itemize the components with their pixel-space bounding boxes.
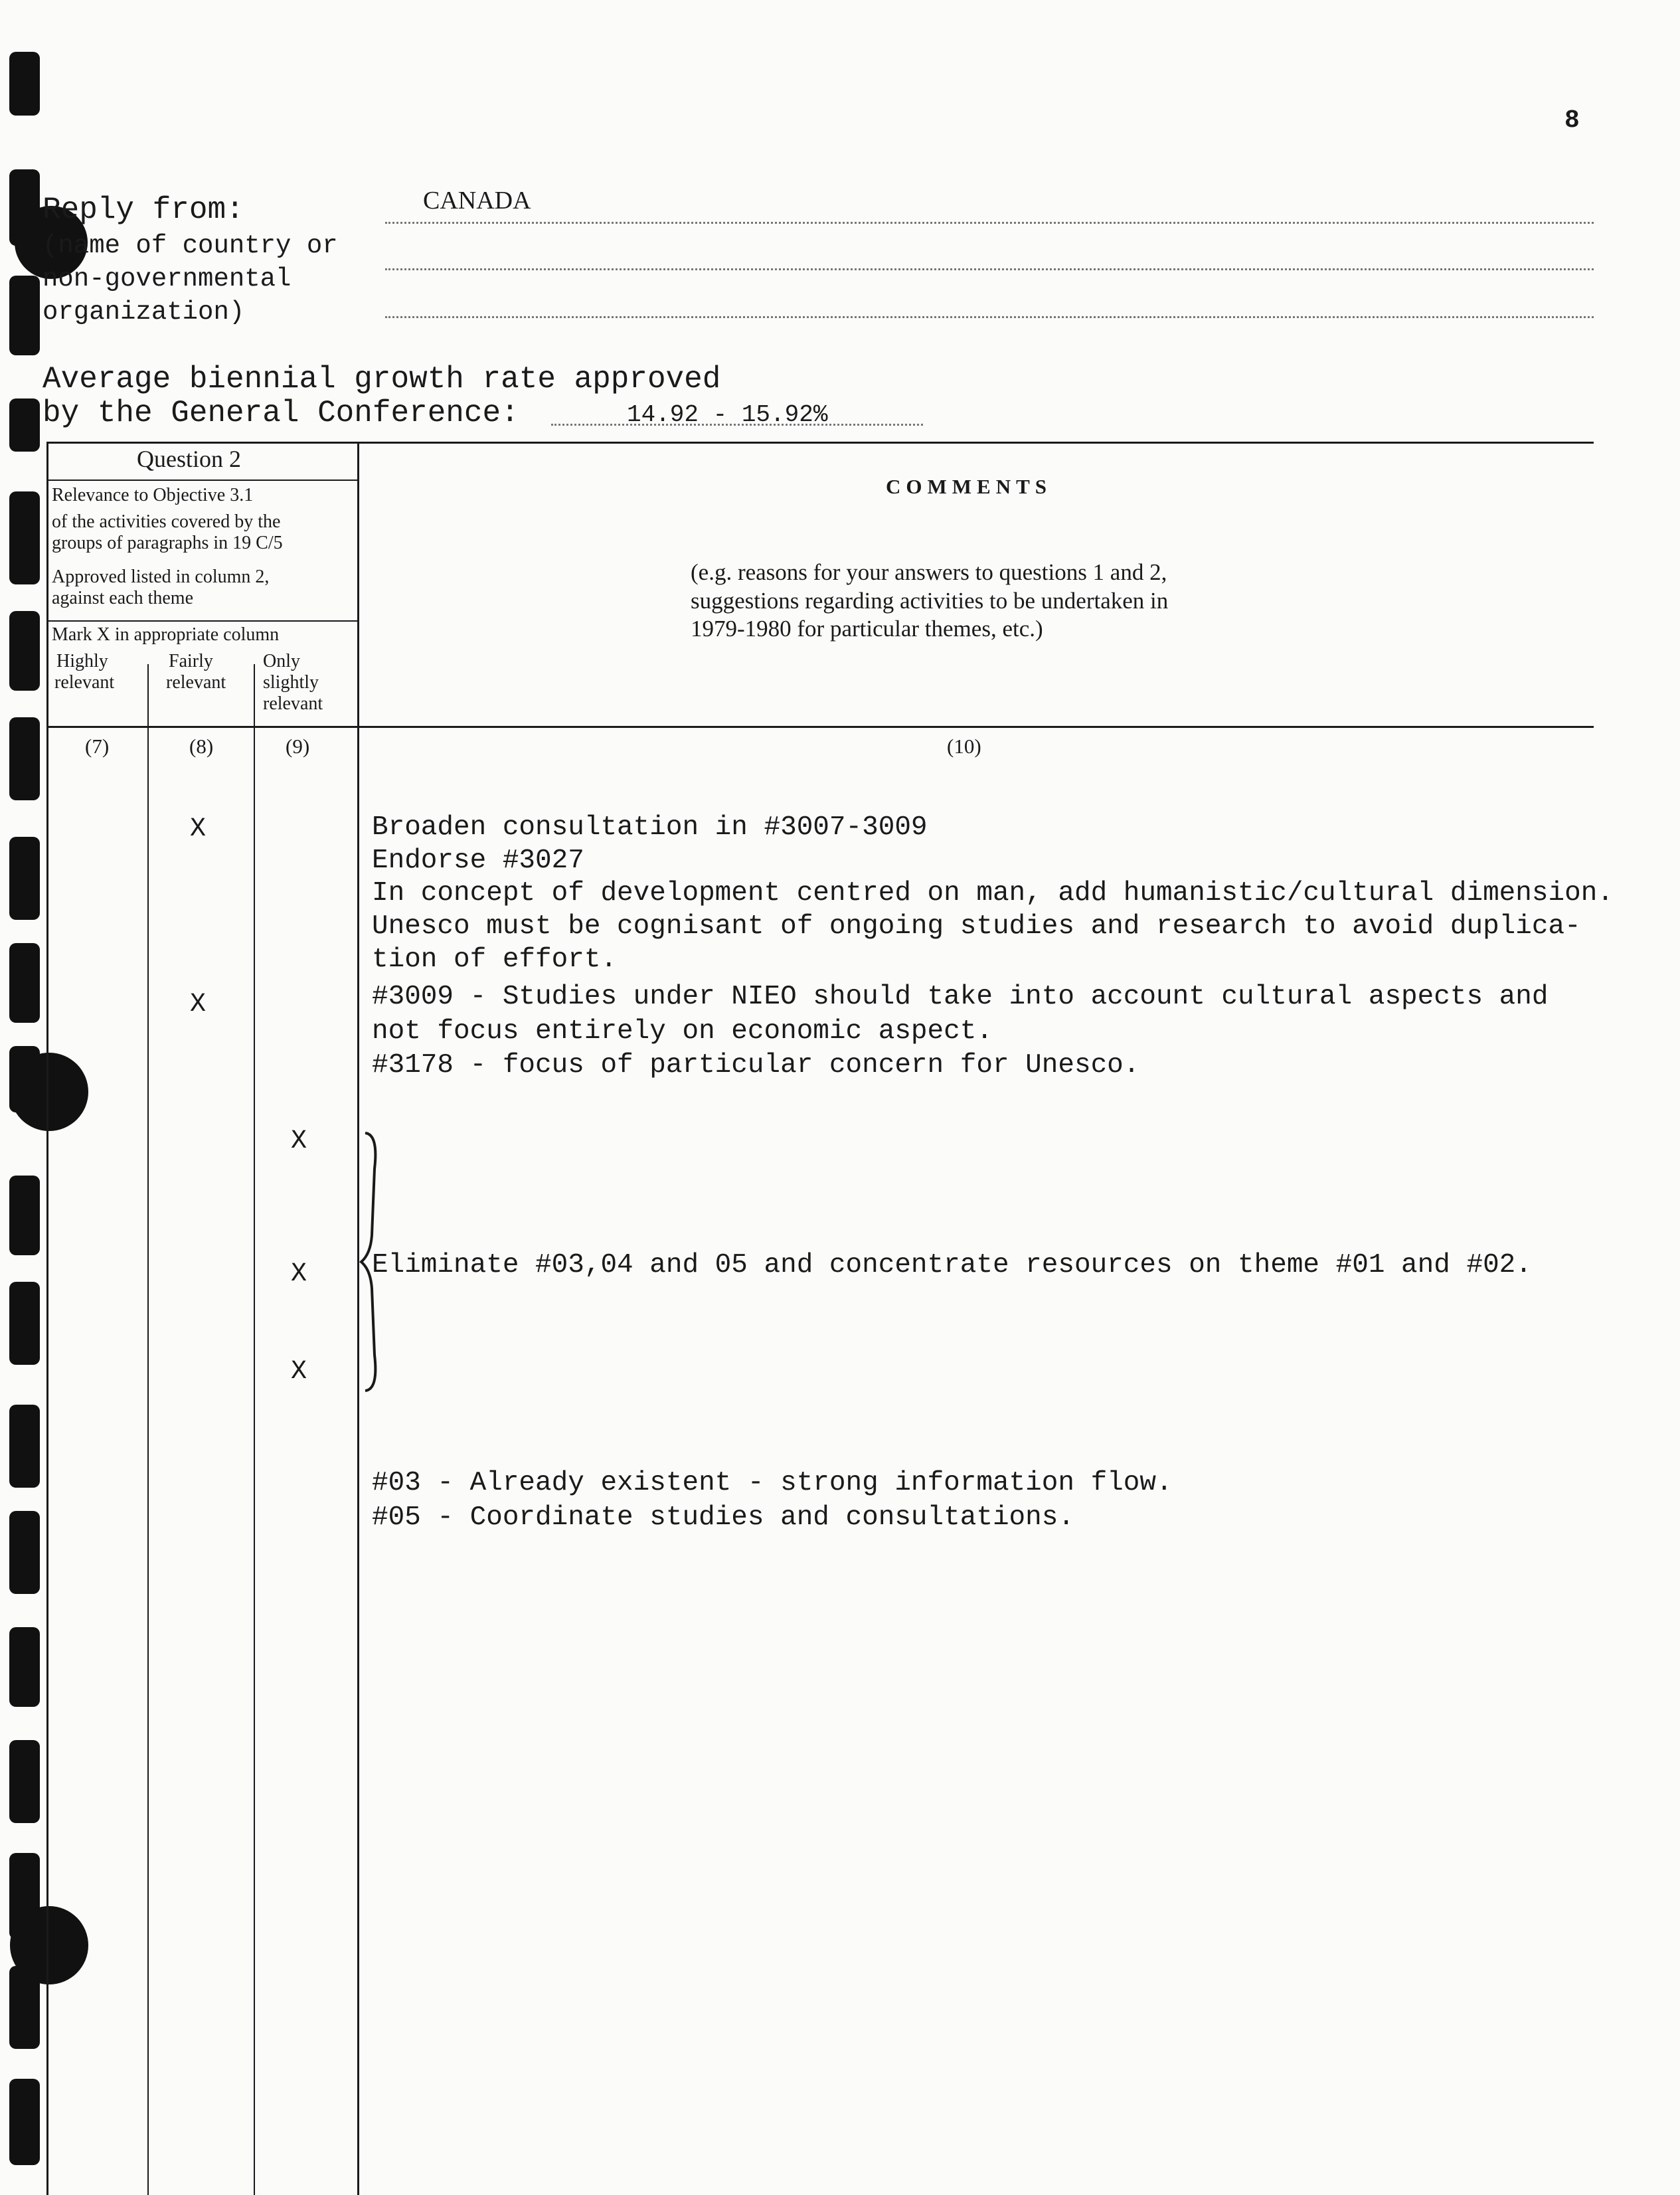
relevance-text-3: groups of paragraphs in 19 C/5 xyxy=(52,533,283,553)
mark-instruction: Mark X in appropriate column xyxy=(52,624,280,645)
x-mark: X xyxy=(291,1259,307,1289)
punch-hole xyxy=(10,1053,88,1131)
table-top-rule xyxy=(46,442,1594,444)
binder-hole-mark xyxy=(9,1511,40,1594)
table-header-rule xyxy=(46,726,1594,728)
comments-hint-3: 1979-1980 for particular themes, etc.) xyxy=(691,616,1043,642)
reply-sublabel-2: non-governmental xyxy=(42,264,292,294)
comments-hint-2: suggestions regarding activities to be undertaken in xyxy=(691,588,1169,614)
binder-hole-mark xyxy=(9,717,40,800)
col-fairly-2: relevant xyxy=(166,672,226,693)
comment-line: Unesco must be cognisant of ongoing studies and research to avoid duplica- xyxy=(372,911,1581,942)
col-highly-2: relevant xyxy=(54,672,115,693)
binder-hole-mark xyxy=(9,1740,40,1823)
x-mark: X xyxy=(291,1357,307,1387)
x-mark: X xyxy=(291,1126,307,1156)
binder-hole-mark xyxy=(9,1966,40,2049)
column-number-9: (9) xyxy=(286,735,310,758)
binder-hole-mark xyxy=(9,611,40,691)
col-only-2: slightly xyxy=(263,672,319,693)
comment-line: Eliminate #03,04 and 05 and concentrate resources on theme #01 and #02. xyxy=(372,1250,1532,1280)
growth-line-2: by the General Conference: xyxy=(42,396,519,430)
col-fairly-1: Fairly xyxy=(169,651,213,671)
x-mark: X xyxy=(190,814,207,844)
header-rule xyxy=(46,480,359,481)
country-value: CANADA xyxy=(423,187,531,215)
column-number-8: (8) xyxy=(189,735,214,758)
comment-line: #3178 - focus of particular concern for Unesco. xyxy=(372,1050,1140,1081)
reply-sublabel-3: organization) xyxy=(42,298,245,327)
reply-from-label: Reply from: xyxy=(42,193,244,227)
binder-hole-mark xyxy=(9,2079,40,2165)
binder-hole-mark xyxy=(9,398,40,452)
x-mark: X xyxy=(190,990,207,1019)
growth-line-1: Average biennial growth rate approved xyxy=(42,362,721,396)
binder-hole-mark xyxy=(9,1627,40,1707)
comment-line: Broaden consultation in #3007-3009 xyxy=(372,812,928,843)
binder-hole-mark xyxy=(9,1176,40,1255)
comments-header: COMMENTS xyxy=(886,475,1052,498)
comments-hint-1: (e.g. reasons for your answers to questions 1 and 2, xyxy=(691,559,1167,585)
comment-line: #3009 - Studies under NIEO should take into account cultural aspects and xyxy=(372,982,1549,1012)
growth-rate-value: 14.92 - 15.92% xyxy=(627,401,828,428)
binder-hole-mark xyxy=(9,52,40,116)
binder-hole-mark xyxy=(9,276,40,355)
question-header: Question 2 xyxy=(137,446,241,472)
col-only-3: relevant xyxy=(263,693,323,714)
column-number-7: (7) xyxy=(85,735,110,758)
binder-hole-mark xyxy=(9,943,40,1023)
header-rule xyxy=(46,620,359,622)
binder-hole-mark xyxy=(9,1282,40,1365)
binder-hole-mark xyxy=(9,1405,40,1488)
relevance-text-5: against each theme xyxy=(52,588,194,608)
comment-line: not focus entirely on economic aspect. xyxy=(372,1016,993,1047)
comment-line: #05 - Coordinate studies and consultations. xyxy=(372,1502,1074,1533)
column-number-10: (10) xyxy=(947,735,981,758)
relevance-text-2: of the activities covered by the xyxy=(52,511,281,532)
reply-dotted-line xyxy=(385,222,1594,224)
relevance-text-1: Relevance to Objective 3.1 xyxy=(52,485,254,505)
reply-dotted-line xyxy=(385,268,1594,270)
table-left-border xyxy=(46,442,48,2195)
comment-line: In concept of development centred on man, add humanistic/cultural dimension. xyxy=(372,878,1614,909)
binder-hole-mark xyxy=(9,837,40,920)
growth-dotted-line xyxy=(551,424,923,426)
binder-hole-mark xyxy=(9,491,40,584)
reply-sublabel-1: (name of country or xyxy=(42,231,338,260)
page-number: 8 xyxy=(1564,106,1580,135)
comment-line: #03 - Already existent - strong information flow. xyxy=(372,1468,1173,1498)
column-divider xyxy=(147,664,149,2195)
col-only-1: Only xyxy=(263,651,300,671)
col-highly-1: Highly xyxy=(56,651,108,671)
comment-line: Endorse #3027 xyxy=(372,845,584,876)
reply-dotted-line xyxy=(385,316,1594,318)
relevance-text-4: Approved listed in column 2, xyxy=(52,567,270,587)
comment-line: tion of effort. xyxy=(372,944,618,975)
column-divider xyxy=(254,664,255,2195)
